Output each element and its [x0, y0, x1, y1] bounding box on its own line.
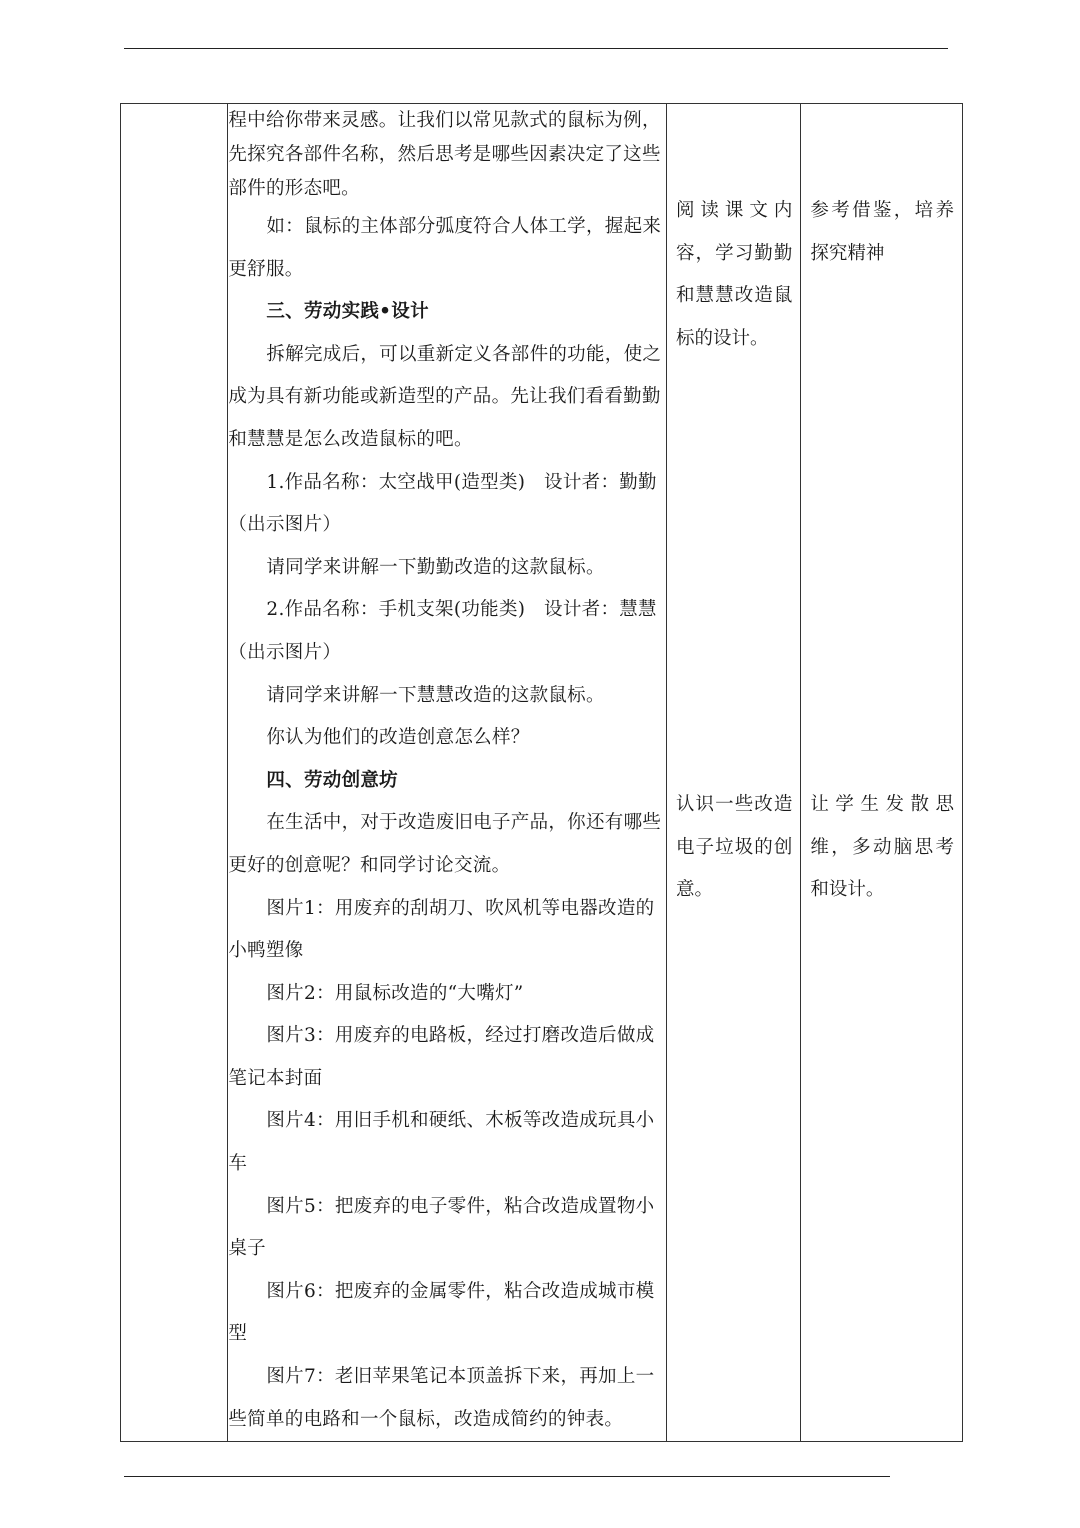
lesson-plan-table [120, 103, 963, 1442]
header-rule [124, 48, 948, 49]
example-paragraph: 如：鼠标的主体部分弧度符合人体工学，握起来更舒服。 [228, 216, 662, 280]
intent-note-1: 参考借鉴，培养探究精神 [810, 200, 954, 264]
picture-item: 图片2：用鼠标改造的“大嘴灯” [266, 982, 524, 1004]
work-2-paragraph: 2.作品名称：手机支架(功能类) 设计者：慧慧（出示图片） [228, 599, 657, 663]
intro-paragraph: 程中给你带来灵感。让我们以常见款式的鼠标为例，先探究各部件名称，然后思考是哪些因素决定了这些部件的形态吧。 [228, 110, 661, 199]
section-3-paragraph: 拆解完成后，可以重新定义各部件的功能，使之成为具有新功能或新造型的产品。先让我们看看勤勤和慧慧是怎么改造鼠标的吧。 [228, 343, 662, 450]
picture-item: 图片5：把废弃的电子零件，粘合改造成置物小桌子 [228, 1195, 655, 1260]
picture-item: 图片7：老旧苹果笔记本顶盖拆下来，再加上一些简单的电路和一个鼠标，改造成简约的钟表。 [228, 1366, 655, 1430]
work-1-question: 请同学来讲解一下勤勤改造的这款鼠标。 [266, 556, 605, 578]
student-note-2: 认识一些改造电子垃圾的创意。 [675, 794, 793, 901]
section-4-paragraph: 在生活中，对于改造废旧电子产品，你还有哪些更好的创意呢？和同学讨论交流。 [228, 812, 662, 876]
student-note-1: 阅读课文内容，学习勤勤和慧慧改造鼠标的设计。 [675, 200, 793, 349]
section-3-title: 三、劳动实践•设计 [266, 301, 429, 323]
picture-item: 图片4：用旧手机和硬纸、木板等改造成玩具小车 [228, 1110, 655, 1175]
picture-item: 图片6：把废弃的金属零件，粘合改造成城市模型 [228, 1280, 655, 1345]
work-2-question: 请同学来讲解一下慧慧改造的这款鼠标。 [266, 684, 605, 706]
design-intent-cell [801, 104, 963, 1442]
student-activity-cell [666, 104, 800, 1442]
section-4-title: 四、劳动创意坊 [266, 769, 398, 791]
picture-item: 图片1：用废弃的刮胡刀、吹风机等电器改造的小鸭塑像 [228, 897, 655, 962]
picture-item: 图片3：用废弃的电路板，经过打磨改造后做成笔记本封面 [228, 1025, 655, 1089]
intent-note-2: 让学生发散思维，多动脑思考和设计。 [810, 794, 954, 901]
work-1-paragraph: 1.作品名称：太空战甲(造型类) 设计者：勤勤（出示图片） [228, 471, 657, 536]
opinion-question: 你认为他们的改造创意怎么样？ [266, 727, 530, 749]
footer-rule [124, 1476, 890, 1477]
teacher-activity-cell [228, 104, 667, 1442]
stage-column-cell [121, 104, 228, 1442]
